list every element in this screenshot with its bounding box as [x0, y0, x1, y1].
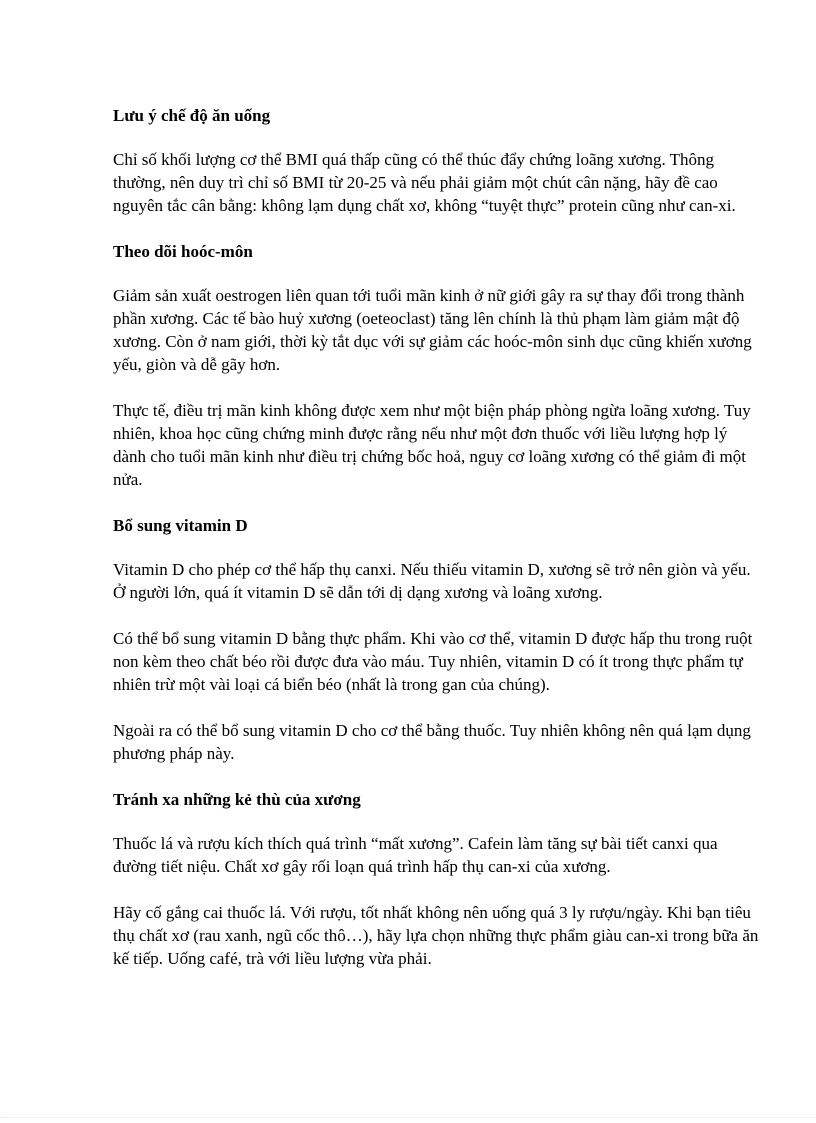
section-heading: Lưu ý chế độ ăn uống: [113, 106, 271, 125]
section-bone-enemies: [113, 788, 763, 970]
paragraph: Chỉ số khối lượng cơ thể BMI quá thấp cũng có thể thúc đẩy chứng loãng xương. Thông thường, nên duy trì chỉ số BMI từ 20-25 và nếu phải giảm một chút cân nặng, hãy đề cao nguyên tắc cân bằng: không lạm dụng chất xơ, không “tuyệt thực” protein cũng như can-xi.: [113, 150, 736, 215]
document-page: [113, 104, 763, 993]
section-hormones: [113, 240, 763, 491]
paragraph: Ngoài ra có thể bổ sung vitamin D cho cơ thể bằng thuốc. Tuy nhiên không nên quá lạm dụng phương pháp này.: [113, 721, 751, 763]
section-vitamin-d: [113, 514, 763, 765]
section-heading: Tránh xa những kẻ thù của xương: [113, 790, 361, 809]
paragraph: Thực tế, điều trị mãn kinh không được xem như một biện pháp phòng ngừa loãng xương. Tuy nhiên, khoa học cũng chứng minh được rằng nếu như một đơn thuốc với liều lượng hợp lý dành cho tuổi mãn kinh như điều trị chứng bốc hoả, nguy cơ loãng xương có thể giảm đi một nửa.: [113, 401, 751, 489]
paragraph: Giảm sản xuất oestrogen liên quan tới tuổi mãn kinh ở nữ giới gây ra sự thay đổi trong thành phần xương. Các tế bào huỷ xương (oeteoclast) tăng lên chính là thủ phạm làm giảm mật độ xương. Còn ở nam giới, thời kỳ tắt dục với sự giảm các hoóc-môn sinh dục cũng khiến xương yếu, giòn và dễ gãy hơn.: [113, 286, 752, 374]
paragraph: Có thể bổ sung vitamin D bằng thực phẩm. Khi vào cơ thể, vitamin D được hấp thu trong ruột non kèm theo chất béo rồi được đưa vào máu. Tuy nhiên, vitamin D có ít trong thực phẩm tự nhiên trừ một vài loại cá biển béo (nhất là trong gan của chúng).: [113, 629, 753, 694]
paragraph: Vitamin D cho phép cơ thể hấp thụ canxi. Nếu thiếu vitamin D, xương sẽ trở nên giòn và yếu. Ở người lớn, quá ít vitamin D sẽ dẫn tới dị dạng xương và loãng xương.: [113, 560, 751, 602]
page-bottom-divider: [0, 1117, 816, 1118]
section-diet: [113, 104, 763, 217]
paragraph: Thuốc lá và rượu kích thích quá trình “mất xương”. Cafein làm tăng sự bài tiết canxi qua đường tiết niệu. Chất xơ gây rối loạn quá trình hấp thụ can-xi của xương.: [113, 834, 718, 876]
paragraph: Hãy cố gắng cai thuốc lá. Với rượu, tốt nhất không nên uống quá 3 ly rượu/ngày. Khi bạn tiêu thụ chất xơ (rau xanh, ngũ cốc thô…), hãy lựa chọn những thực phẩm giàu can-xi trong bữa ăn kế tiếp. Uống café, trà với liều lượng vừa phải.: [113, 903, 759, 968]
section-heading: Bổ sung vitamin D: [113, 516, 248, 535]
section-heading: Theo dõi hoóc-môn: [113, 242, 253, 261]
